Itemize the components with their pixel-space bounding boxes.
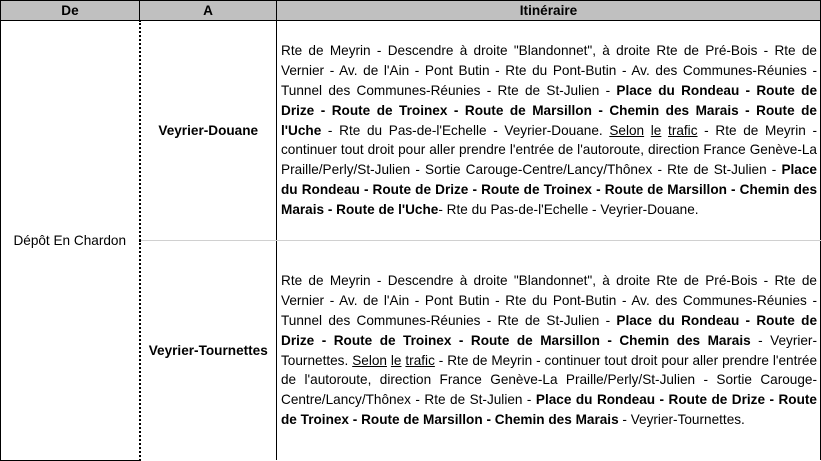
itinerary-segment: - Veyrier-Tournettes. xyxy=(281,332,817,368)
itinerary-segment: le xyxy=(650,122,662,138)
destination-cell[interactable] xyxy=(140,241,277,461)
origin-cell[interactable] xyxy=(1,21,140,461)
header-row xyxy=(1,1,821,21)
itinerary-segment: trafic xyxy=(668,122,698,138)
itinerary-segment: Rte de Meyrin - Descendre à droite "Blandonnet", à droite Rte de Pré-Bois - Rte de Vernier - Av. de l'Ain - Pont Butin - Rte du Pont-Butin - Av. des Communes-Réunies - Tunnel des Communes-Réunies - Rte de St-Julien - xyxy=(281,43,817,98)
itinerary-segment: trafic xyxy=(405,352,435,368)
itinerary-segment: Place du Rondeau - Route de Drize - Route de Troinex - Route de Marsillon - Chemin des Marais - Route de l'Uche xyxy=(281,162,817,217)
itinerary-cell[interactable] xyxy=(277,241,821,461)
destination-label: Veyrier-Douane xyxy=(158,122,259,138)
header-a[interactable]: A xyxy=(140,1,277,21)
origin-label: Dépôt En Chardon xyxy=(13,232,127,248)
itinerary-segment: - Rte de Meyrin - continuer tout droit pour aller prendre l'entrée de l'autoroute, direction France Genève-La Praille/Perly/St-Julien - Sortie Carouge-Centre/Lancy/Thônex - Rte de St-Julien - xyxy=(281,122,817,178)
itinerary-segment xyxy=(644,123,651,138)
destination-cell[interactable] xyxy=(140,21,277,241)
itinerary-segment: Selon xyxy=(609,122,645,138)
itinerary-text xyxy=(281,271,817,429)
itinerary-segment: Place du Rondeau - Route de Drize - Route de Troinex - Route de Marsillon - Chemin des Marais xyxy=(281,312,818,348)
table-row xyxy=(1,21,821,241)
destination-label: Veyrier-Tournettes xyxy=(148,342,268,358)
itinerary-segment: le xyxy=(390,352,402,368)
itinerary-cell[interactable] xyxy=(277,21,821,241)
itinerary-segment: - Rte du Pas-de-l'Echelle - Veyrier-Douane. xyxy=(438,201,699,217)
itinerary-segment: Place du Rondeau - Route de Drize - Route de Troinex - Route de Marsillon - Chemin des Marais - Route de l'Uche xyxy=(281,83,818,138)
itinerary-segment: - Veyrier-Tournettes. xyxy=(618,411,745,427)
itinerary-text xyxy=(281,41,817,219)
itinerary-segment: - Rte du Pas-de-l'Echelle - Veyrier-Douane. xyxy=(321,122,610,138)
header-de[interactable]: De xyxy=(1,1,140,21)
itinerary-segment: - Rte de Meyrin - continuer tout droit pour aller prendre l'entrée de l'autoroute, direction France Genève-La Praille/Perly/St-Julien - Sortie Carouge-Centre/Lancy/Thônex - Rte de St-Julien - xyxy=(281,352,817,408)
itinerary-segment: Place du Rondeau - Route de Drize - Route de Troinex - Route de Marsillon - Chemin des Marais xyxy=(281,392,817,427)
itinerary-segment: Selon xyxy=(352,352,387,368)
header-itineraire[interactable]: Itinéraire xyxy=(277,1,821,21)
itinerary-segment: Rte de Meyrin - Descendre à droite "Blandonnet", à droite Rte de Pré-Bois - Rte de Vernier - Av. de l'Ain - Pont Butin - Rte du Pont-Butin - Av. des Communes-Réunies - Tunnel des Communes-Réunies - Rte de St-Julien - xyxy=(281,273,817,328)
